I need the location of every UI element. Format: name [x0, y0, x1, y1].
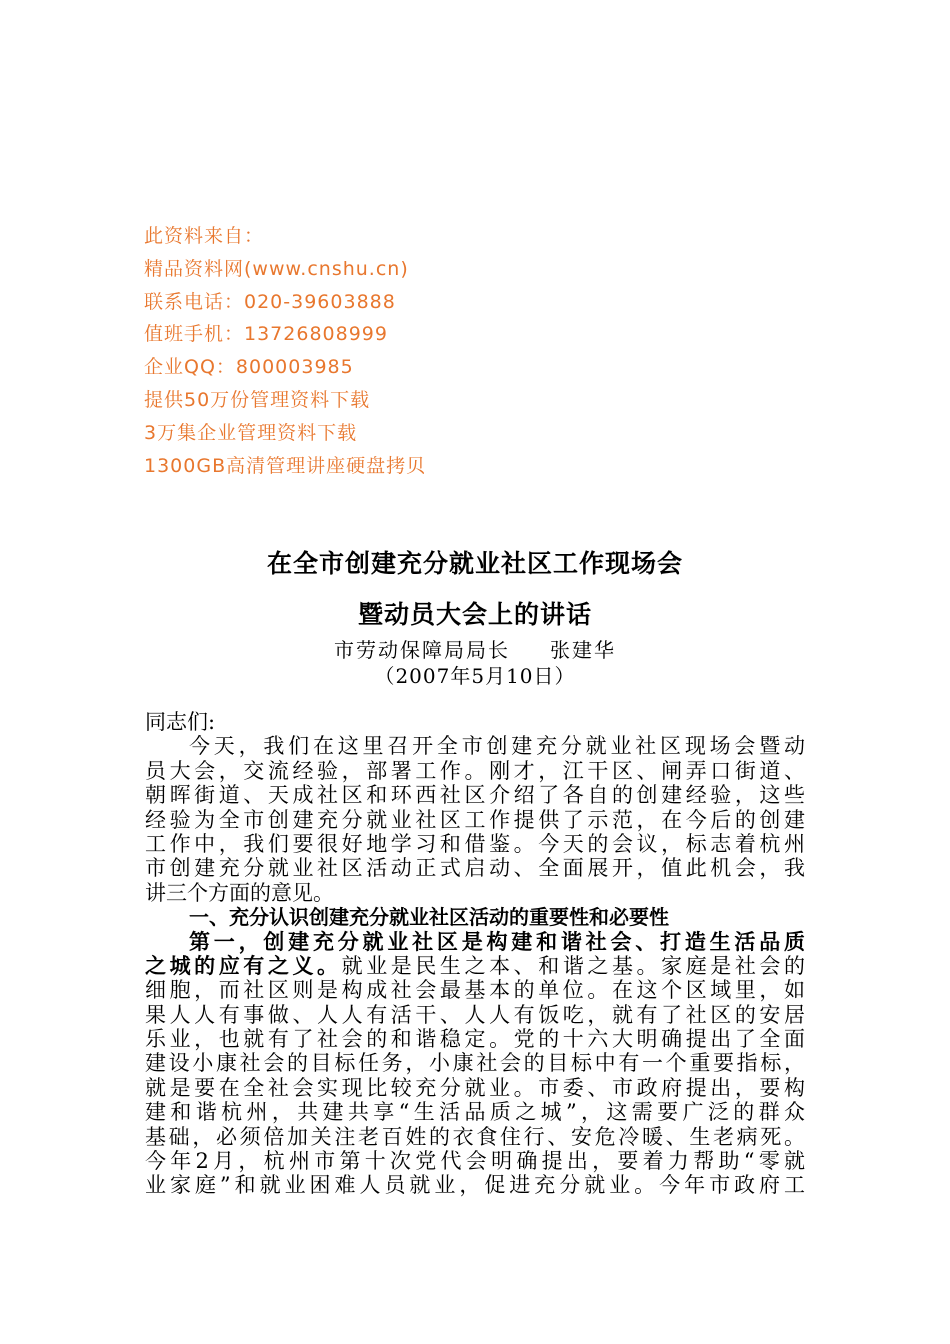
paragraph-line: 朝晖街道、天成社区和环西社区介绍了各自的创建经验，这些 — [145, 783, 805, 808]
paragraph-line: 市创建充分就业社区活动正式启动、全面展开，值此机会，我 — [145, 856, 805, 881]
paragraph-line: 讲三个方面的意见。 — [145, 880, 334, 905]
paragraph-line: 员大会，交流经验，部署工作。刚才，江干区、闸弄口街道、 — [145, 758, 805, 783]
section-heading: 一、充分认识创建充分就业社区活动的重要性和必要性 — [189, 905, 669, 930]
paragraph-line — [145, 954, 805, 978]
source-info-block — [144, 220, 744, 482]
paragraph-line: 建设小康社会的目标任务，小康社会的目标中有一个重要指标， — [145, 1051, 805, 1076]
paragraph-line: 建和谐杭州，共建共享“生活品质之城”，这需要广泛的群众 — [145, 1100, 805, 1125]
paragraph-line: 细胞，而社区则是构成社会最基本的单位。在这个区域里，如 — [145, 978, 805, 1003]
greeting: 同志们: — [145, 710, 216, 734]
point-heading-end: 之城的应有之义。 — [145, 953, 342, 978]
paragraph-line: 业家庭”和就业困难人员就业，促进充分就业。今年市政府工 — [145, 1173, 805, 1198]
source-website: 精品资料网(www.cnshu.cn) — [144, 257, 409, 280]
source-mobile: 值班手机：13726808999 — [144, 323, 388, 346]
point-text: 就业是民生之本、和谐之基。家庭是社会的 — [341, 953, 806, 978]
source-offer-3: 1300GB高清管理讲座硬盘拷贝 — [144, 454, 427, 477]
paragraph-line: 就是要在全社会实现比较充分就业。市委、市政府提出，要构 — [145, 1075, 805, 1100]
source-qq: 企业QQ：800003985 — [144, 356, 354, 379]
paragraph-line: 工作中，我们要很好地学习和借鉴。今天的会议，标志着杭州 — [145, 831, 805, 856]
paragraph-line: 今年2月，杭州市第十次党代会明确提出，要着力帮助“零就 — [145, 1149, 805, 1174]
speech-date: （2007年5月10日） — [374, 664, 576, 688]
point-heading: 第一，创建充分就业社区是构建和谐社会、打造生活品质 — [189, 929, 805, 954]
document-title-line-2: 暨动员大会上的讲话 — [357, 600, 592, 629]
paragraph-line: 经验为全市创建充分就业社区工作提供了示范，在今后的创建 — [145, 807, 805, 832]
paragraph-line: 基础，必须倍加关注老百姓的衣食住行、安危冷暖、生老病死。 — [145, 1124, 805, 1149]
source-offer-2: 3万集企业管理资料下载 — [144, 421, 358, 444]
source-phone: 联系电话：020-39603888 — [144, 290, 396, 313]
source-header: 此资料来自： — [144, 225, 265, 247]
author-name: 张建华 — [550, 638, 616, 662]
paragraph-line: 果人人有事做、人人有活干、人人有饭吃，就有了社区的安居 — [145, 1002, 805, 1027]
paragraph-line: 今天，我们在这里召开全市创建充分就业社区现场会暨动 — [189, 734, 805, 759]
source-offer-1: 提供50万份管理资料下载 — [144, 388, 371, 411]
paragraph-line: 乐业，也就有了社会的和谐稳定。党的十六大明确提出了全面 — [145, 1027, 805, 1052]
speech-body — [145, 710, 805, 1198]
author-role: 市劳动保障局局长 — [334, 638, 510, 662]
document-title-line-1: 在全市创建充分就业社区工作现场会 — [266, 549, 683, 578]
author-line — [0, 634, 950, 663]
